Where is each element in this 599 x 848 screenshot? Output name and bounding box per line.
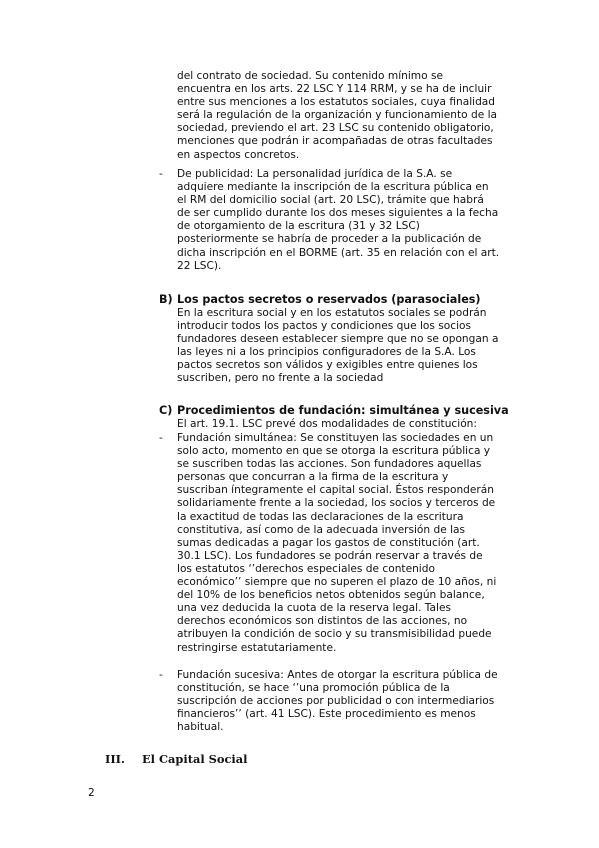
text-line: constitutiva, así como de la adecuada inversión de las (177, 523, 466, 536)
text-line: del contrato de sociedad. Su contenido mínimo se (177, 70, 444, 82)
text-line: personas que concurran a la firma de la escritura y (177, 471, 449, 484)
text-line: suscriban íntegramente el capital social. Éstos responderán (177, 484, 494, 497)
text-line: la exactitud de todas las declaraciones de la escritura (177, 510, 464, 523)
text-line: en aspectos concretos. (177, 148, 300, 161)
list-bullet: - (159, 669, 163, 681)
section-b-paragraph (177, 307, 513, 386)
text-line: El art. 19.1. LSC prevé dos modalidades de constitución: (177, 418, 477, 430)
text-line: será la regulación de la organización y funcionamiento de la (177, 109, 498, 122)
text-line: derechos económicos son distintos de las acciones, no (177, 615, 468, 628)
text-line: del 10% de los beneficios netos obtenidos según balance, (177, 589, 485, 602)
text-line: dicha inscripción en el BORME (art. 35 en relación con el art. (177, 246, 500, 259)
text-line: 22 LSC). (177, 259, 222, 272)
text-line: habitual. (177, 721, 224, 734)
text-line: económico’’ siempre que no superen el plazo de 10 años, ni (177, 576, 497, 589)
text-line: adquiere mediante la inscripción de la escritura pública en (177, 181, 489, 194)
section-c-letter: C) (159, 404, 173, 417)
text-line: suscripción de acciones por publicidad o con intermediarios (177, 695, 495, 708)
text-line: de otorgamiento de la escritura (31 y 32 LSC) (177, 220, 420, 233)
text-line: financieros’’ (art. 41 LSC). Este procedimiento es menos (177, 708, 476, 721)
text-line: solidariamente frente a la sociedad, los socios y terceros de (177, 497, 496, 510)
text-line: solo acto, momento en que se otorga la escritura pública y (177, 445, 491, 458)
section-c-intro (177, 418, 513, 431)
text-line: menciones que podrán ir acompañadas de otras facultades (177, 135, 493, 148)
text-line: sumas dedicadas a pagar los gastos de constitución (art. (177, 536, 480, 549)
section-iii-number: III. (105, 752, 125, 766)
text-line: introducir todos los pactos y condiciones que los socios (177, 320, 472, 333)
text-line: el RM del domicilio social (art. 20 LSC), trámite que habrá (177, 194, 484, 207)
text-line: de ser cumplido durante los dos meses siguientes a la fecha (177, 207, 499, 220)
text-line: sociedad, previendo el art. 23 LSC su contenido obligatorio, (177, 122, 494, 135)
text-line: pactos secretos son válidos y exigibles entre quienes los (177, 359, 478, 372)
text-line: Fundación sucesiva: Antes de otorgar la escritura pública de (177, 669, 498, 681)
text-line: Fundación simultánea: Se constituyen las sociedades en un (177, 432, 494, 444)
section-b-letter: B) (159, 293, 173, 306)
text-line: una vez deducida la cuota de la reserva legal. Tales (177, 602, 451, 615)
text-line: se suscriben todas las acciones. Son fundadores aquellas (177, 458, 482, 471)
text-line: En la escritura social y en los estatutos sociales se podrán (177, 307, 487, 319)
text-line: las leyes ni a los principios configuradores de la S.A. Los (177, 346, 476, 359)
simultanea-paragraph (177, 432, 513, 655)
text-line: restringirse estatutariamente. (177, 641, 337, 654)
text-line: suscriben, pero no frente a la sociedad (177, 372, 384, 385)
page-number: 2 (88, 787, 95, 799)
text-line: 30.1 LSC). Los fundadores se podrán reservar a través de (177, 549, 483, 562)
section-iii-title: El Capital Social (142, 752, 248, 766)
list-bullet: - (159, 168, 163, 180)
text-line: atribuyen la condición de socio y su transmisibilidad puede (177, 628, 492, 641)
list-bullet: - (159, 432, 163, 444)
section-b-title: Los pactos secretos o reservados (parasociales) (177, 293, 481, 306)
text-line: posteriormente se habría de proceder a la publicación de (177, 233, 482, 246)
text-line: constitución, se hace ‘’una promoción pública de la (177, 682, 450, 695)
publicidad-paragraph (177, 168, 513, 273)
text-line: encuentra en los arts. 22 LSC Y 114 RRM, y se ha de incluir (177, 83, 492, 96)
section-c-title: Procedimientos de fundación: simultánea y sucesiva (177, 404, 509, 417)
text-line: De publicidad: La personalidad jurídica de la S.A. se (177, 168, 453, 180)
sucesiva-paragraph (177, 669, 513, 734)
text-line: los estatutos ‘’derechos especiales de contenido (177, 562, 435, 575)
continuation-paragraph (177, 70, 513, 162)
text-line: entre sus menciones a los estatutos sociales, cuya finalidad (177, 96, 496, 109)
text-line: fundadores deseen establecer siempre que no se opongan a (177, 333, 499, 346)
